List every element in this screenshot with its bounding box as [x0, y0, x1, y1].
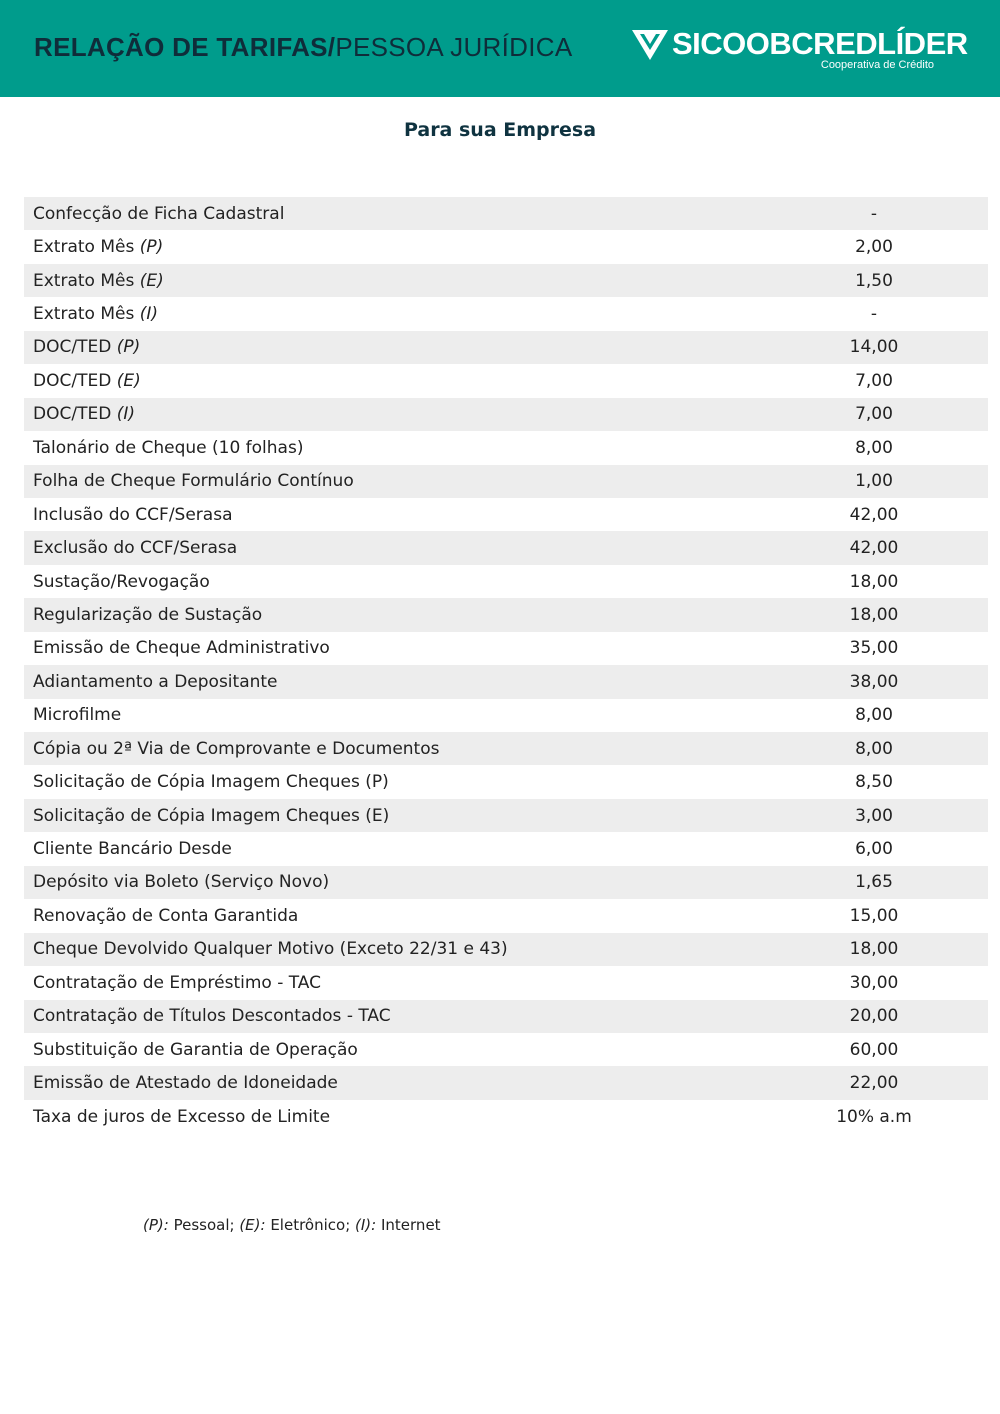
fee-value: 8,00 [855, 738, 893, 759]
fee-label [24, 1107, 774, 1127]
fee-value: 8,00 [855, 705, 893, 726]
fee-value: 30,00 [849, 972, 899, 993]
table-row [24, 699, 988, 732]
fee-label-channel: (I) [116, 404, 135, 425]
fee-label-text: Cheque Devolvido Qualquer Motivo (Exceto 22/31 e 43) [33, 939, 508, 960]
fee-label-text: Exclusão do CCF/Serasa [33, 538, 238, 559]
fee-label-text: Confecção de Ficha Cadastral [33, 203, 285, 224]
table-row [24, 565, 988, 598]
fee-value: 7,00 [855, 404, 893, 425]
footnote [143, 1216, 441, 1234]
fee-label [24, 1006, 774, 1026]
fee-label-text: Substituição de Garantia de Operação [33, 1039, 358, 1060]
fee-label [24, 605, 774, 625]
fee-value: 22,00 [849, 1073, 899, 1094]
fee-label-text: Folha de Cheque Formulário Contínuo [33, 471, 354, 492]
fee-value: 38,00 [849, 671, 899, 692]
fee-value: 7,00 [855, 370, 893, 391]
fee-label [24, 906, 774, 926]
table-row [24, 665, 988, 698]
fee-label-text: Regularização de Sustação [33, 604, 263, 625]
fee-value: 1,00 [855, 471, 893, 492]
fee-value: 8,00 [855, 437, 893, 458]
fee-label-text: Cliente Bancário Desde [33, 839, 232, 860]
fee-label [24, 304, 774, 324]
fee-label-text: DOC/TED [33, 370, 117, 391]
fee-label [24, 204, 774, 224]
fee-label-text: Emissão de Cheque Administrativo [33, 638, 330, 659]
fee-value: 42,00 [849, 538, 899, 559]
fee-value: 6,00 [855, 839, 893, 860]
fee-label [24, 806, 774, 826]
fee-label-text: Depósito via Boleto (Serviço Novo) [33, 872, 330, 893]
table-row [24, 899, 988, 932]
fee-label-channel: (P) [139, 237, 164, 258]
footnote-e-text: Eletrônico; [265, 1216, 356, 1234]
fee-label-text: Microfilme [33, 705, 122, 726]
fee-value: 1,65 [855, 872, 893, 893]
fee-label-text: Solicitação de Cópia Imagem Cheques (P) [33, 772, 389, 793]
fee-value: 14,00 [849, 337, 899, 358]
table-row [24, 966, 988, 999]
fee-label [24, 404, 774, 424]
fee-label [24, 705, 774, 725]
fee-label-text: Adiantamento a Depositante [33, 671, 278, 692]
fee-value: 18,00 [849, 571, 899, 592]
fee-label [24, 438, 774, 458]
fee-table [24, 197, 988, 1133]
fee-label-text: Contratação de Títulos Descontados - TAC [33, 1006, 391, 1027]
fee-label-channel: (E) [116, 370, 141, 391]
fee-label [24, 638, 774, 658]
table-row [24, 398, 988, 431]
fee-label [24, 939, 774, 959]
fee-label-text: Extrato Mês [33, 237, 140, 258]
fee-label [24, 271, 774, 291]
fee-value: 3,00 [855, 805, 893, 826]
table-row [24, 799, 988, 832]
fee-label [24, 772, 774, 792]
logo-subtitle: Cooperativa de Crédito [820, 59, 934, 71]
fee-label [24, 371, 774, 391]
table-row [24, 230, 988, 263]
table-row [24, 632, 988, 665]
fee-label [24, 237, 774, 257]
table-row [24, 832, 988, 865]
logo-name: SICOOBCREDLÍDER [672, 26, 968, 61]
table-row [24, 264, 988, 297]
table-row [24, 465, 988, 498]
fee-label-text: Extrato Mês [33, 270, 140, 291]
fee-value: 15,00 [849, 905, 899, 926]
fee-label [24, 1073, 774, 1093]
page-title-regular: PESSOA JURÍDICA [335, 32, 573, 62]
footnote-i-text: Internet [376, 1216, 441, 1234]
table-row [24, 598, 988, 631]
footnote-p-key: (P): [143, 1216, 169, 1234]
page-title-bold: RELAÇÃO DE TARIFAS/ [34, 32, 336, 62]
table-row [24, 297, 988, 330]
fee-label-text: Sustação/Revogação [33, 571, 210, 592]
table-row [24, 765, 988, 798]
table-row [24, 531, 988, 564]
fee-label-text: Inclusão do CCF/Serasa [33, 504, 233, 525]
fee-label [24, 872, 774, 892]
table-row [24, 1066, 988, 1099]
table-row [24, 498, 988, 531]
fee-value: 2,00 [855, 237, 893, 258]
table-row [24, 732, 988, 765]
fee-label [24, 839, 774, 859]
fee-value: 20,00 [849, 1006, 899, 1027]
sicoob-logo [630, 26, 970, 76]
fee-label-channel: (E) [139, 270, 164, 291]
fee-label [24, 505, 774, 525]
fee-value: - [870, 304, 878, 325]
header-bar [0, 0, 1000, 97]
fee-label-channel: (P) [116, 337, 141, 358]
fee-label-channel: (I) [139, 304, 159, 325]
page-title [34, 32, 572, 63]
fee-value: 10% a.m [836, 1106, 912, 1127]
fee-value: - [870, 203, 878, 224]
fee-value: 1,50 [855, 270, 893, 291]
footnote-i-key: (I): [355, 1216, 377, 1234]
fee-value: 35,00 [849, 638, 899, 659]
fee-label [24, 672, 774, 692]
footnote-p-text: Pessoal; [168, 1216, 240, 1234]
table-row [24, 1033, 988, 1066]
table-row [24, 1100, 988, 1133]
fee-label-text: Taxa de juros de Excesso de Limite [33, 1106, 331, 1127]
fee-label [24, 739, 774, 759]
fee-label-text: Extrato Mês [33, 304, 140, 325]
table-row [24, 364, 988, 397]
fee-label [24, 973, 774, 993]
fee-label [24, 337, 774, 357]
fee-value: 8,50 [855, 772, 893, 793]
table-row [24, 866, 988, 899]
fee-label-text: DOC/TED [33, 404, 117, 425]
table-row [24, 197, 988, 230]
fee-label-text: Contratação de Empréstimo - TAC [33, 972, 322, 993]
fee-label-text: Emissão de Atestado de Idoneidade [33, 1073, 338, 1094]
section-subtitle: Para sua Empresa [403, 119, 597, 141]
table-row [24, 933, 988, 966]
fee-label-text: Talonário de Cheque (10 folhas) [33, 437, 304, 458]
fee-label-text: Solicitação de Cópia Imagem Cheques (E) [33, 805, 390, 826]
fee-label [24, 538, 774, 558]
logo-mark-icon [630, 28, 670, 62]
fee-value: 18,00 [849, 939, 899, 960]
table-row [24, 1000, 988, 1033]
fee-value: 18,00 [849, 604, 899, 625]
table-row [24, 331, 988, 364]
fee-label-text: Cópia ou 2ª Via de Comprovante e Documentos [33, 738, 440, 759]
fee-label [24, 1040, 774, 1060]
fee-label-text: Renovação de Conta Garantida [33, 905, 299, 926]
fee-value: 42,00 [849, 504, 899, 525]
fee-value: 60,00 [849, 1039, 899, 1060]
footnote-e-key: (E): [239, 1216, 266, 1234]
fee-label [24, 572, 774, 592]
table-row [24, 431, 988, 464]
fee-label-text: DOC/TED [33, 337, 117, 358]
fee-label [24, 471, 774, 491]
